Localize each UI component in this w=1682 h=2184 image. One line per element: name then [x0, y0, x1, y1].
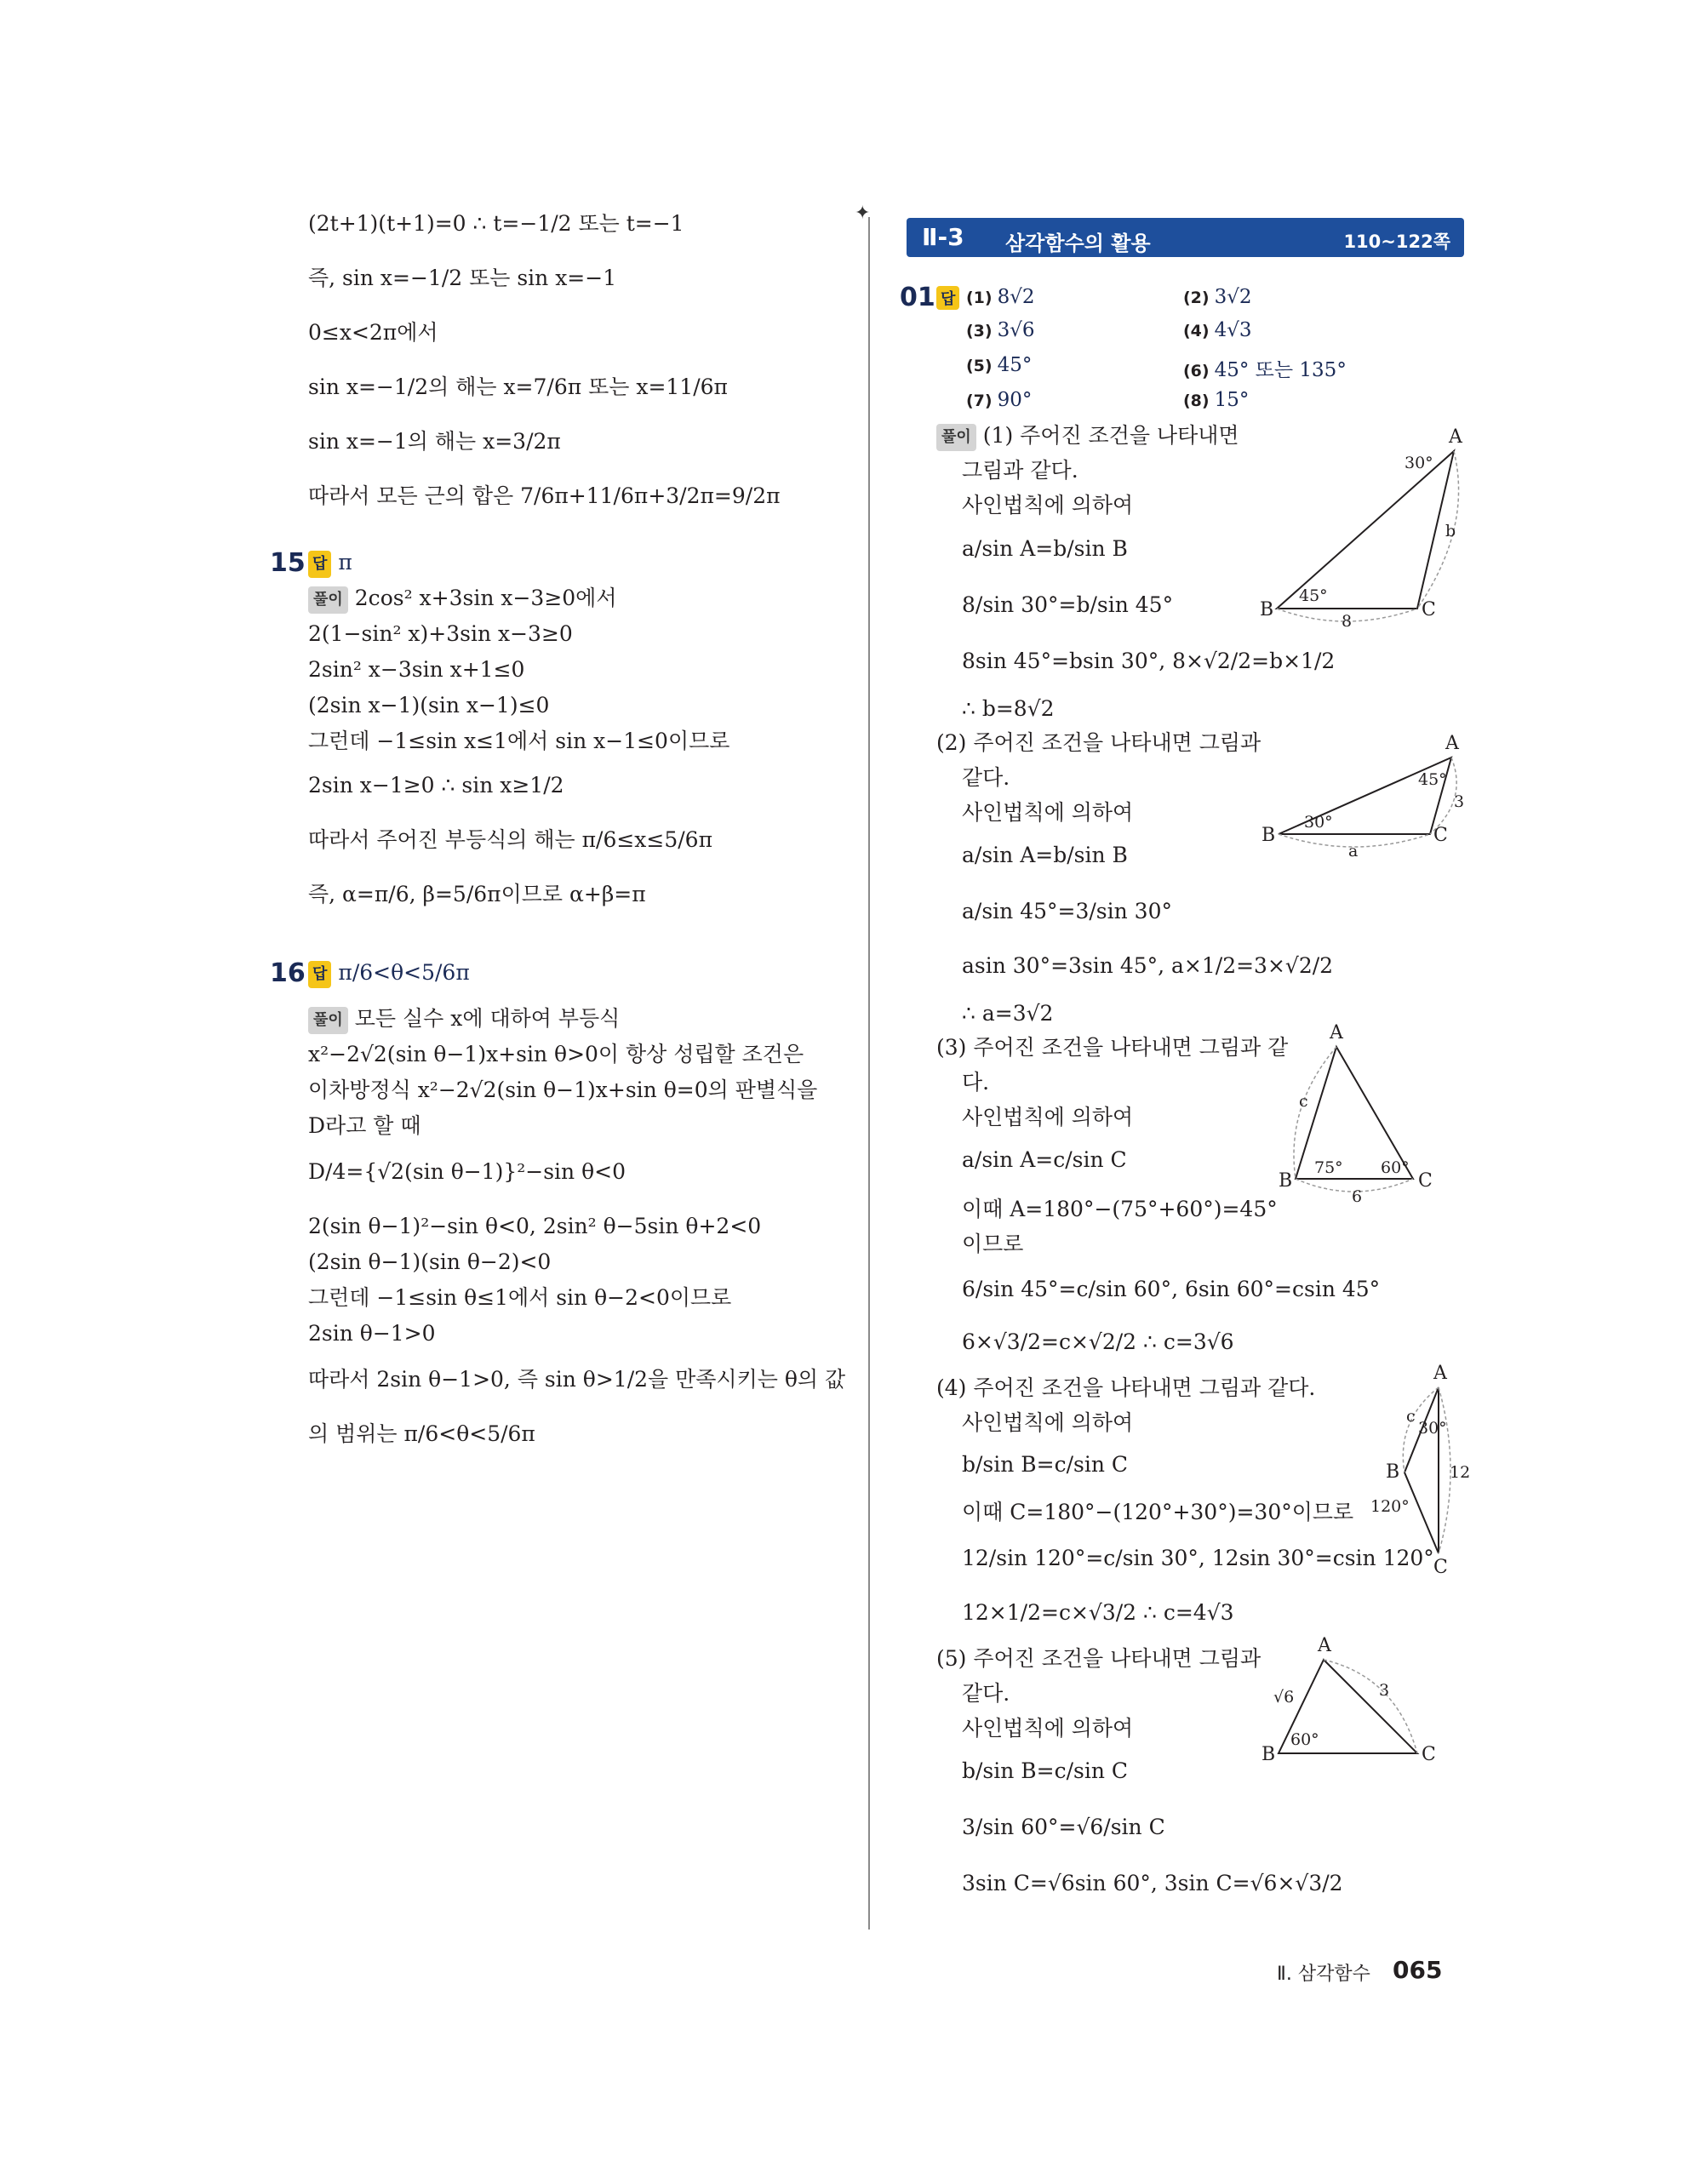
vertex-label-B: B — [1386, 1461, 1400, 1483]
vertex-label-B: B — [1260, 599, 1274, 620]
problem-number-15: 15 — [270, 548, 306, 578]
divider-ornament-icon: ✦ — [855, 203, 871, 224]
angle-label: 30° — [1405, 454, 1433, 472]
angle-label: 45° — [1299, 586, 1328, 605]
answer-value: 3√6 — [997, 319, 1035, 341]
text-line: a/sin A=b/sin B — [962, 536, 1128, 561]
answer-label: (8) — [1183, 392, 1210, 410]
text-line: 따라서 모든 근의 합은 7/6π+11/6π+3/2π=9/2π — [308, 483, 781, 508]
side-label: √6 — [1273, 1688, 1295, 1707]
answer-value: 8√2 — [997, 286, 1035, 308]
answer-value: 4√3 — [1214, 319, 1252, 341]
side-label: c — [1299, 1092, 1308, 1111]
answer-label: (4) — [1183, 322, 1210, 340]
answer-item — [966, 389, 1032, 411]
answer-item — [966, 354, 1032, 376]
answer-16: π/6<θ<5/6π — [338, 960, 470, 985]
section-header — [907, 218, 1464, 257]
text-line: 이때 C=180°−(120°+30°)=30°이므로 — [962, 1500, 1354, 1524]
answer-item — [1183, 354, 1347, 382]
angle-label: 120° — [1370, 1497, 1410, 1516]
answer-badge: 답 — [936, 286, 959, 310]
answer-item — [966, 286, 1035, 308]
text-line: sin x=−1의 해는 x=3/2π — [308, 429, 561, 454]
column-divider — [868, 217, 870, 1930]
vertex-label-C: C — [1418, 1170, 1433, 1192]
vertex-label-C: C — [1422, 1744, 1436, 1765]
angle-label: 75° — [1314, 1158, 1343, 1177]
text-line: 2(1−sin² x)+3sin x−3≥0 — [308, 621, 573, 646]
solution-row — [308, 586, 616, 614]
text-line: 그런데 −1≤sin x≤1에서 sin x−1≤0이므로 — [308, 729, 730, 753]
text-line: 12×1/2=c×√3/2 ∴ c=4√3 — [962, 1600, 1234, 1625]
text-line: 이차방정식 x²−2√2(sin θ−1)x+sin θ=0의 판별식을 — [308, 1078, 818, 1102]
text-line: 같다. — [962, 1681, 1010, 1706]
side-label: 3 — [1454, 792, 1465, 811]
answer-badge: 답 — [308, 551, 331, 578]
text-line: 즉, α=π/6, β=5/6π이므로 α+β=π — [308, 882, 646, 906]
answer-item — [1183, 389, 1249, 411]
answer-badge: 답 — [308, 961, 331, 988]
answer-value: 45° 또는 135° — [1214, 359, 1347, 381]
text-line: 2sin θ−1>0 — [308, 1321, 436, 1346]
text-line: 그림과 같다. — [962, 458, 1078, 483]
answer-value: 90° — [997, 389, 1033, 411]
text-line: sin x=−1/2의 해는 x=7/6π 또는 x=11/6π — [308, 374, 728, 399]
triangle-figure-2 — [1260, 732, 1464, 877]
side-label: b — [1445, 522, 1456, 540]
vertex-label-C: C — [1422, 599, 1436, 620]
solution-row — [936, 423, 1239, 451]
text-line: 2sin x−1≥0 ∴ sin x≥1/2 — [308, 773, 564, 798]
text-line: x²−2√2(sin θ−1)x+sin θ>0이 항상 성립할 조건은 — [308, 1042, 804, 1066]
text-line: 8sin 45°=bsin 30°, 8×√2/2=b×1/2 — [962, 649, 1336, 673]
angle-label: 30° — [1304, 813, 1333, 832]
problem-number-16: 16 — [270, 958, 306, 988]
angle-label: 60° — [1381, 1158, 1410, 1177]
angle-label: 60° — [1290, 1730, 1319, 1749]
triangle-figure-1 — [1260, 426, 1464, 630]
text-line: (3) 주어진 조건을 나타내면 그림과 같 — [936, 1035, 1289, 1060]
angle-label: 30° — [1418, 1419, 1447, 1438]
triangle-figure-5 — [1260, 1634, 1464, 1787]
text-line: (2t+1)(t+1)=0 ∴ t=−1/2 또는 t=−1 — [308, 211, 684, 236]
text-line: D/4={√2(sin θ−1)}²−sin θ<0 — [308, 1159, 626, 1184]
text-line: (2) 주어진 조건을 나타내면 그림과 — [936, 730, 1262, 755]
side-label: 12 — [1450, 1463, 1471, 1482]
side-label: a — [1348, 842, 1359, 860]
answer-row-16 — [308, 960, 470, 988]
text-line: 즉, sin x=−1/2 또는 sin x=−1 — [308, 266, 617, 290]
text-line: D라고 할 때 — [308, 1113, 421, 1138]
text-line: (2sin x−1)(sin x−1)≤0 — [308, 693, 550, 718]
answer-item — [966, 319, 1035, 341]
side-label: 3 — [1379, 1681, 1390, 1700]
text-line: 2cos² x+3sin x−3≥0에서 — [354, 586, 617, 610]
text-line: (4) 주어진 조건을 나타내면 그림과 같다. — [936, 1375, 1316, 1400]
angle-label: 45° — [1418, 770, 1447, 789]
text-line: (2sin θ−1)(sin θ−2)<0 — [308, 1249, 552, 1274]
text-line: (5) 주어진 조건을 나타내면 그림과 — [936, 1646, 1262, 1671]
vertex-label-A: A — [1318, 1635, 1331, 1656]
answer-label: (7) — [966, 392, 993, 410]
text-line: 0≤x<2π에서 — [308, 320, 438, 345]
text-line: 사인법칙에 의하여 — [962, 1105, 1134, 1129]
answer-15: π — [338, 550, 352, 575]
answer-value: 15° — [1214, 389, 1250, 411]
vertex-label-A: A — [1445, 733, 1459, 754]
text-line: b/sin B=c/sin C — [962, 1452, 1129, 1477]
text-line: 이므로 — [962, 1232, 1024, 1256]
text-line: 이때 A=180°−(75°+60°)=45° — [962, 1197, 1278, 1221]
problem-number-01: 01 — [900, 283, 935, 312]
section-pages: 110~122쪽 — [1343, 232, 1450, 252]
side-label: 6 — [1352, 1187, 1363, 1206]
vertex-label-C: C — [1433, 825, 1448, 846]
side-label: 8 — [1342, 612, 1353, 631]
section-title: 삼각함수의 활용 — [1005, 232, 1151, 255]
vertex-label-B: B — [1262, 825, 1276, 846]
answer-label: (5) — [966, 357, 993, 375]
text-line: 8/sin 30°=b/sin 45° — [962, 592, 1174, 617]
text-line: 따라서 2sin θ−1>0, 즉 sin θ>1/2을 만족시키는 θ의 값 — [308, 1367, 846, 1392]
answer-value: 45° — [997, 354, 1033, 376]
text-line: 의 범위는 π/6<θ<5/6π — [308, 1421, 535, 1446]
triangle-figure-3 — [1277, 1021, 1456, 1226]
section-code: Ⅱ-3 — [922, 223, 964, 251]
text-line: asin 30°=3sin 45°, a×1/2=3×√2/2 — [962, 953, 1334, 978]
text-line: 3sin C=√6sin 60°, 3sin C=√6×√3/2 — [962, 1871, 1343, 1895]
text-line: 2sin² x−3sin x+1≤0 — [308, 657, 525, 682]
answer-label: (2) — [1183, 289, 1210, 307]
text-line: 사인법칙에 의하여 — [962, 493, 1134, 517]
text-line: a/sin A=b/sin B — [962, 843, 1128, 867]
text-line: 같다. — [962, 765, 1010, 790]
triangle-figure-4 — [1328, 1362, 1471, 1583]
footer-chapter-label: Ⅱ. 삼각함수 — [1277, 1964, 1370, 1985]
answer-item — [1183, 319, 1252, 341]
text-line: b/sin B=c/sin C — [962, 1758, 1129, 1783]
vertex-label-B: B — [1279, 1170, 1293, 1192]
text-line: 3/sin 60°=√6/sin C — [962, 1815, 1165, 1839]
answer-label: (6) — [1183, 362, 1210, 380]
text-line: a/sin 45°=3/sin 30° — [962, 899, 1172, 923]
answer-label: (3) — [966, 322, 993, 340]
text-line: 따라서 주어진 부등식의 해는 π/6≤x≤5/6π — [308, 827, 713, 852]
vertex-label-C: C — [1433, 1557, 1448, 1578]
vertex-label-A: A — [1449, 426, 1462, 448]
text-line: 6×√3/2=c×√2/2 ∴ c=3√6 — [962, 1329, 1234, 1354]
vertex-label-A: A — [1433, 1363, 1447, 1384]
answer-row-15 — [308, 550, 352, 578]
text-line: 다. — [962, 1070, 990, 1095]
text-line: 사인법칙에 의하여 — [962, 1716, 1134, 1741]
text-line: 그런데 −1≤sin θ≤1에서 sin θ−2<0이므로 — [308, 1285, 732, 1310]
text-line: a/sin A=c/sin C — [962, 1147, 1127, 1172]
text-line: 사인법칙에 의하여 — [962, 800, 1134, 825]
text-line: 6/sin 45°=c/sin 60°, 6sin 60°=csin 45° — [962, 1277, 1381, 1301]
text-line: 사인법칙에 의하여 — [962, 1410, 1134, 1435]
text-line: (1) 주어진 조건을 나타내면 — [982, 423, 1239, 448]
text-line: ∴ a=3√2 — [962, 1001, 1054, 1026]
vertex-label-A: A — [1330, 1022, 1343, 1043]
text-line: 2(sin θ−1)²−sin θ<0, 2sin² θ−5sin θ+2<0 — [308, 1214, 762, 1238]
answer-value: 3√2 — [1214, 286, 1252, 308]
side-label: c — [1406, 1407, 1416, 1426]
solution-badge: 풀이 — [308, 1007, 348, 1034]
text-line: 모든 실수 x에 대하여 부등식 — [354, 1006, 621, 1031]
solution-badge: 풀이 — [308, 586, 348, 614]
solution-badge: 풀이 — [936, 424, 976, 451]
solution-row — [308, 1006, 620, 1034]
answer-item — [1183, 286, 1252, 308]
answer-row-01 — [936, 286, 966, 310]
answer-label: (1) — [966, 289, 993, 307]
page-number: 065 — [1393, 1956, 1443, 1984]
text-line: ∴ b=8√2 — [962, 696, 1055, 721]
text-line: 12/sin 120°=c/sin 30°, 12sin 30°=csin 120° — [962, 1546, 1434, 1570]
vertex-label-B: B — [1262, 1744, 1276, 1765]
